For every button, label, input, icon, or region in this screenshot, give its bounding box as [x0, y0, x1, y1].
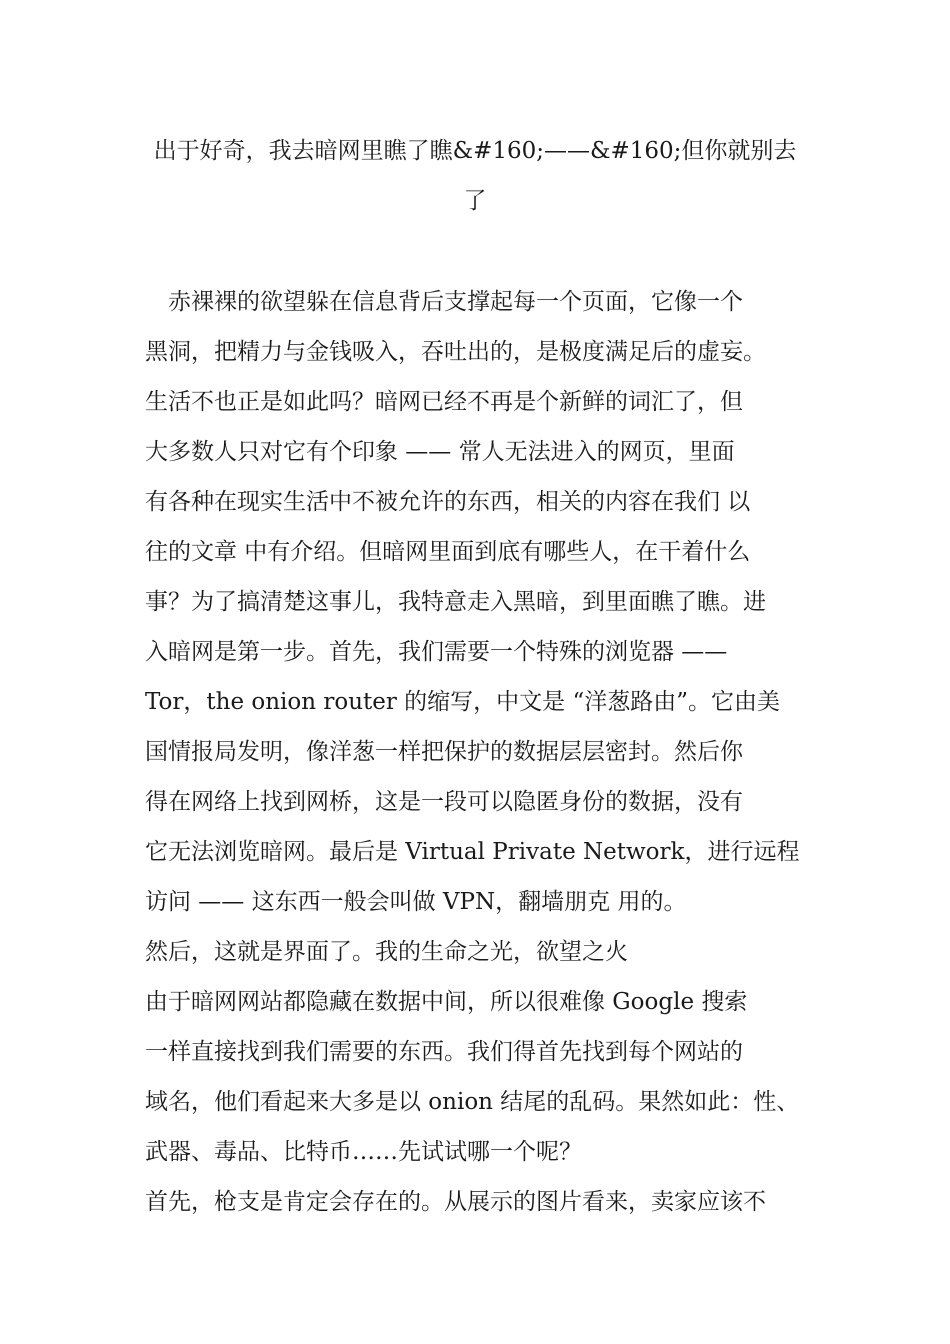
- body-line: 生活不也正是如此吗？暗网已经不再是个新鲜的词汇了，但: [145, 389, 743, 415]
- body-line: 往的文章 中有介绍。但暗网里面到底有哪些人，在干着什么: [145, 539, 751, 565]
- body-line: 域名，他们看起来大多是以 onion 结尾的乱码。果然如此：性、: [145, 1089, 800, 1115]
- body-line: 武器、毒品、比特币……先试试哪一个呢？: [145, 1139, 582, 1165]
- body-line: 访问 —— 这东西一般会叫做 VPN，翻墙朋克 用的。: [145, 889, 687, 915]
- body-line: 首先，枪支是肯定会存在的。从展示的图片看来，卖家应该不: [145, 1189, 766, 1215]
- title-line: 出于好奇，我去暗网里瞧了瞧&#160;——&#160;但你就别去: [153, 138, 797, 164]
- body-line: 大多数人只对它有个印象 —— 常人无法进入的网页，里面: [145, 439, 735, 465]
- title-line: 了: [463, 188, 487, 214]
- body-line: 国情报局发明，像洋葱一样把保护的数据层层密封。然后你: [145, 739, 743, 765]
- body-line: 一样直接找到我们需要的东西。我们得首先找到每个网站的: [145, 1039, 743, 1065]
- body-line: 它无法浏览暗网。最后是 Virtual Private Network，进行远程: [145, 839, 800, 865]
- article-body: [145, 277, 820, 1227]
- article-title: [145, 126, 805, 226]
- body-line: 得在网络上找到网桥，这是一段可以隐匿身份的数据，没有: [145, 789, 743, 815]
- body-line: 有各种在现实生活中不被允许的东西，相关的内容在我们 以: [145, 489, 751, 515]
- body-line: 然后，这就是界面了。我的生命之光，欲望之火: [145, 939, 628, 965]
- body-line: 事？为了搞清楚这事儿，我特意走入黑暗，到里面瞧了瞧。进: [145, 589, 766, 615]
- body-line: 赤裸裸的欲望躲在信息背后支撑起每一个页面，它像一个: [168, 289, 743, 315]
- body-line: Tor，the onion router 的缩写，中文是 “洋葱路由”。它由美: [145, 689, 781, 715]
- body-line: 入暗网是第一步。首先，我们需要一个特殊的浏览器 ——: [145, 639, 728, 665]
- body-line: 黑洞，把精力与金钱吸入，吞吐出的，是极度满足后的虚妄。: [145, 339, 766, 365]
- body-line: 由于暗网网站都隐藏在数据中间，所以很难像 Google 搜索: [145, 989, 748, 1015]
